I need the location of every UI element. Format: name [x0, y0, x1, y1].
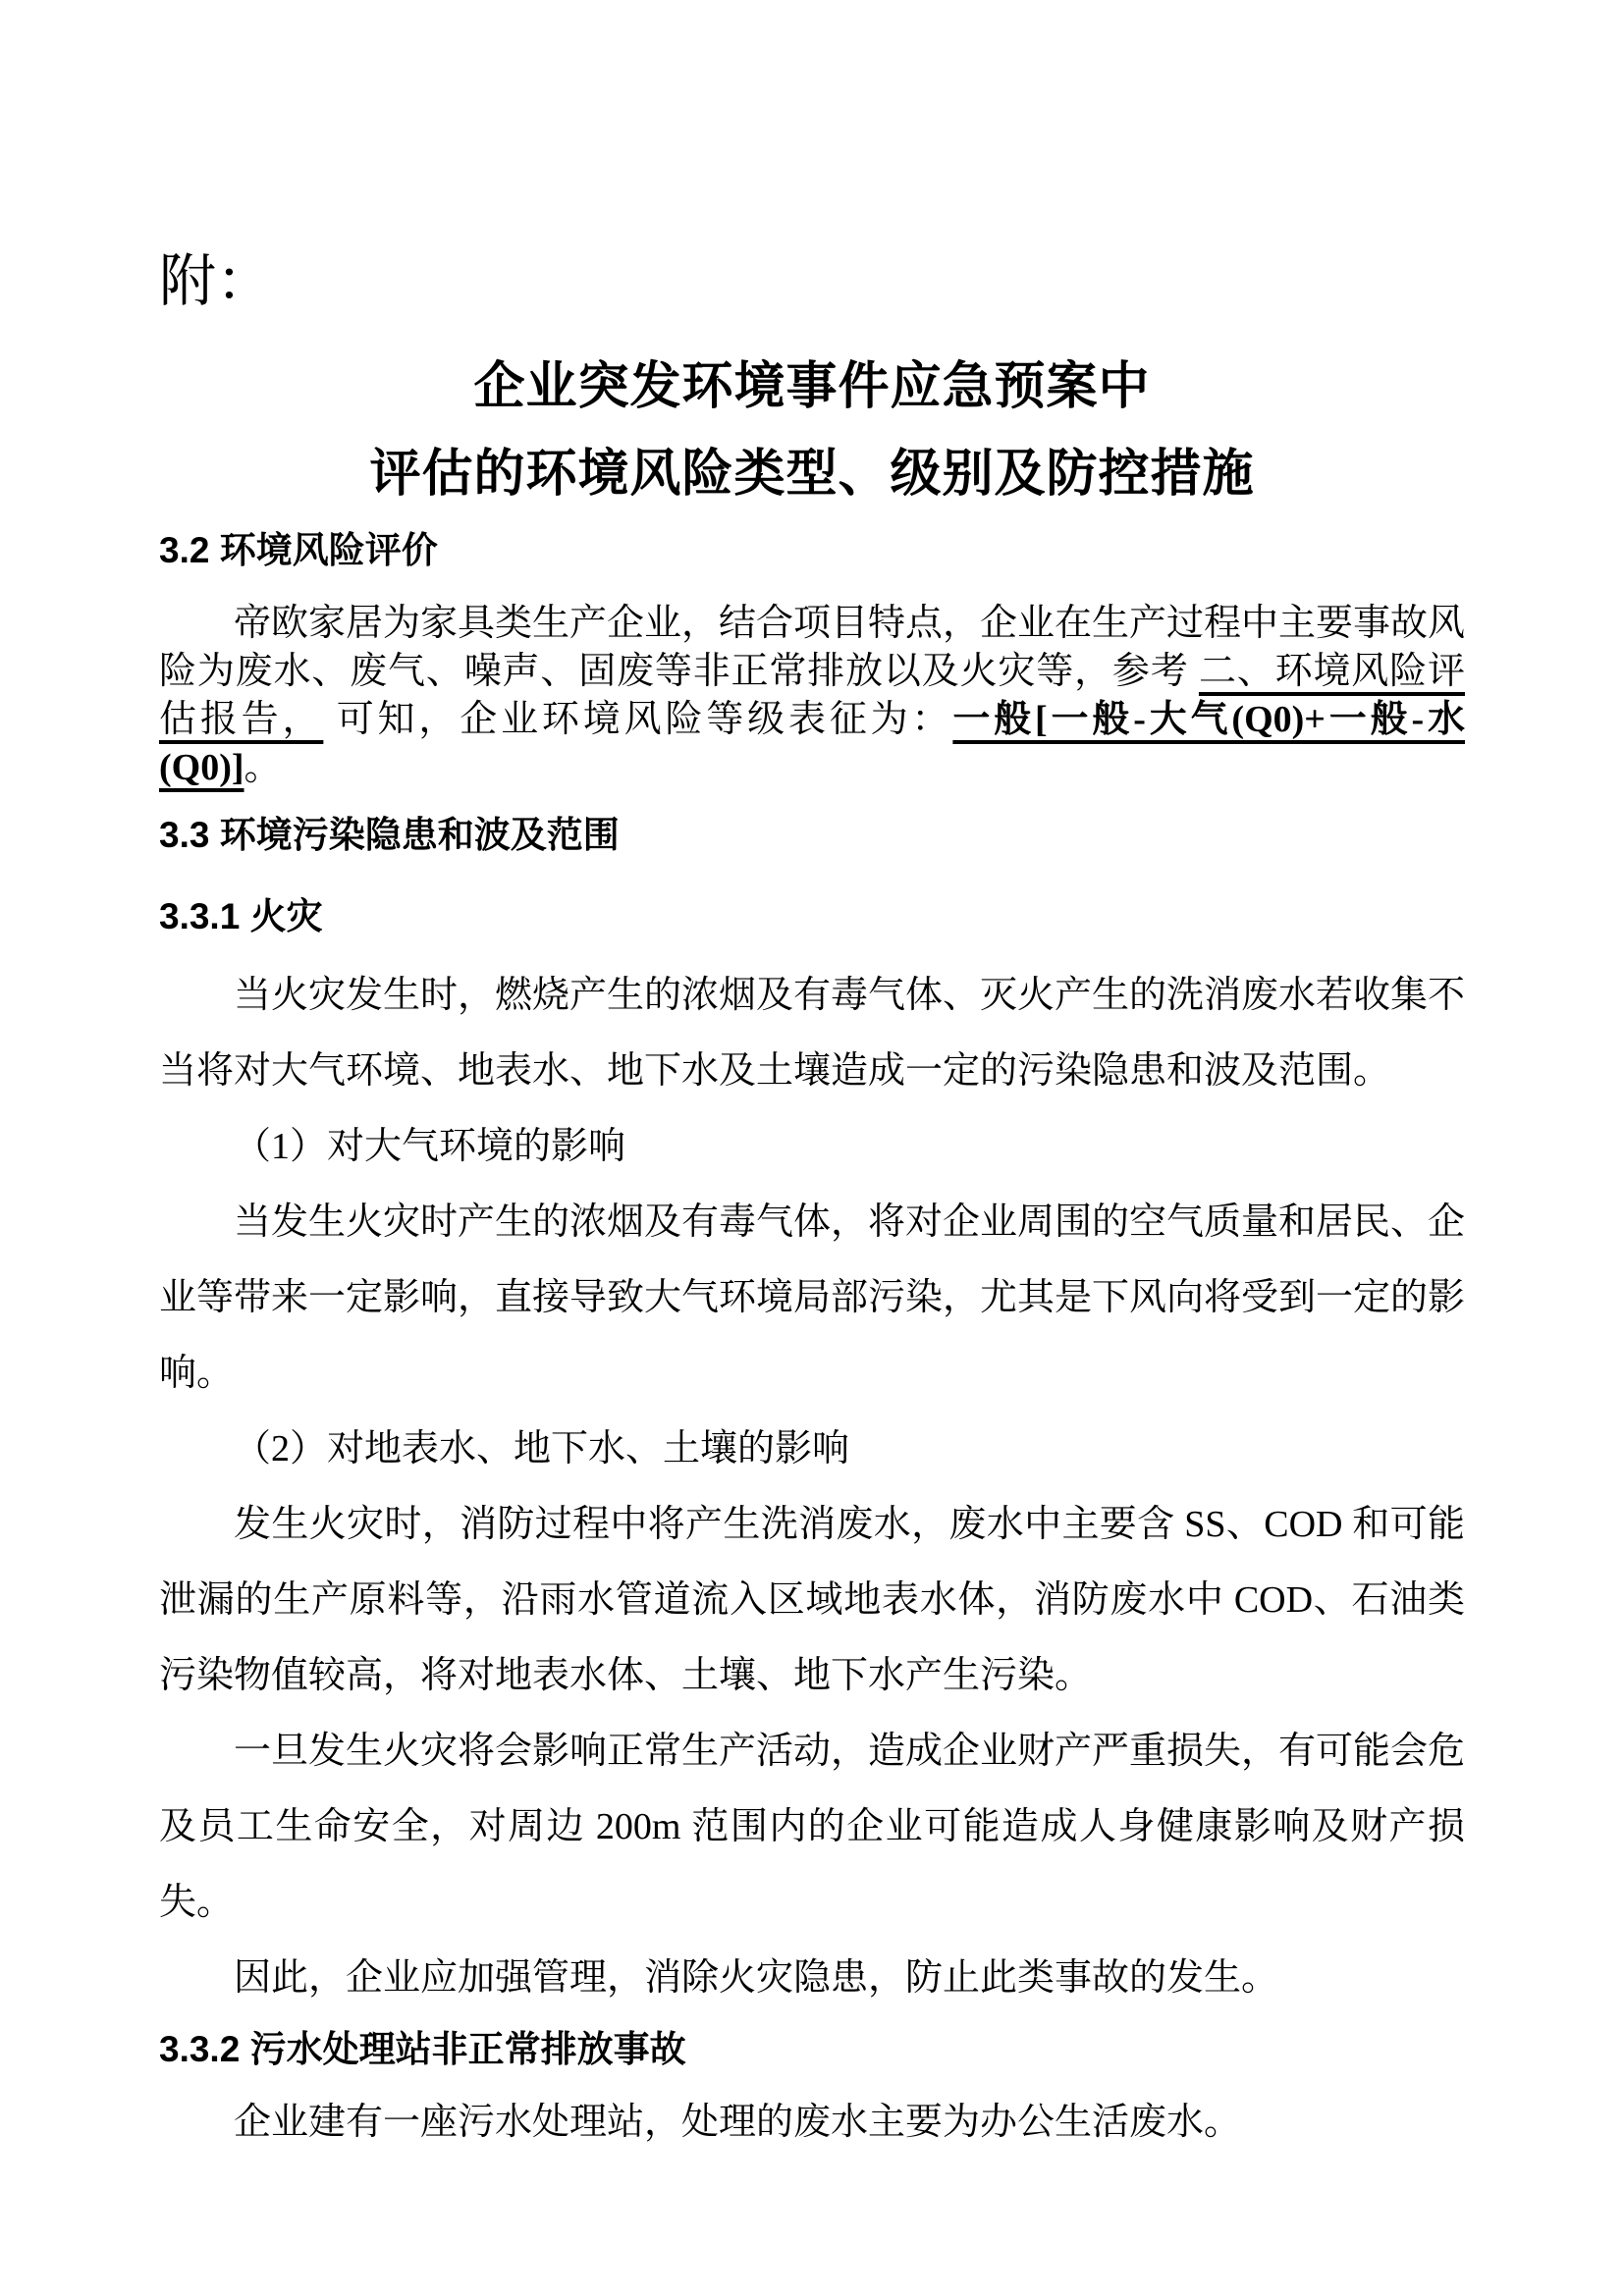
- paragraph-fire-consequence: 一旦发生火灾将会影响正常生产活动，造成企业财产严重损失，有可能会危及员工生命安全，对周边 200m 范围内的企业可能造成人身健康影响及财产损失。: [159, 1731, 1466, 1924]
- heading-3-3: 3.3 环境污染隐患和波及范围: [159, 815, 620, 856]
- paragraph-sewage-station: 企业建有一座污水处理站，处理的废水主要为办公生活废水。: [234, 2102, 1242, 2144]
- text-run: 帝欧家居为家具类生产企业，结合项目特点，企业在生产过程中主要事故风险为废水、废气、噪声、固废等非正常排放以及火灾等，参考: [159, 603, 1466, 693]
- heading-3-2: 3.2 环境风险评价: [159, 529, 438, 570]
- paragraph-fire-overview: 当火灾发生时，燃烧产生的浓烟及有毒气体、灭火产生的洗消废水若收集不当将对大气环境、地表水、地下水及土壤造成一定的污染隐患和波及范围。: [159, 975, 1466, 1093]
- attachment-label: 附：: [159, 249, 274, 313]
- section-3-3-1-body: [159, 958, 1465, 2016]
- heading-3-3-2: 3.3.2 污水处理站非正常排放事故: [159, 2029, 686, 2070]
- paragraph-item-1-heading: （1）对大气环境的影响: [234, 1126, 626, 1168]
- paragraph-item-2-heading: （2）对地表水、地下水、土壤的影响: [234, 1428, 850, 1470]
- section-3-3-2-body: [159, 2085, 1465, 2161]
- paragraph-3-2: [159, 600, 1465, 792]
- paragraph-water-impact: 发生火灾时，消防过程中将产生洗消废水，废水中主要含 SS、COD 和可能泄漏的生产原料等，沿雨水管道流入区域地表水体，消防废水中 COD、石油类污染物值较高，将对地表水体、土壤、地下水产生污染。: [159, 1504, 1465, 1697]
- document-title: [159, 344, 1465, 519]
- document-title-line-2: 评估的环境风险类型、级别及防控措施: [369, 447, 1255, 504]
- heading-3-3-1: 3.3.1 火灾: [159, 895, 323, 936]
- document-title-line-1: 企业突发环境事件应急预案中: [473, 359, 1151, 415]
- underlined-text-run: 二、环境风险评估报告，: [159, 651, 1465, 741]
- paragraph-air-impact: 当发生火灾时产生的浓烟及有毒气体，将对企业周围的空气质量和居民、企业等带来一定影响，直接导致大气环境局部污染，尤其是下风向将受到一定的影响。: [159, 1201, 1466, 1395]
- paragraph-fire-conclusion: 因此，企业应加强管理，消除火灾隐患，防止此类事故的发生。: [234, 1957, 1279, 2000]
- bold-underlined-text-run: 一般[一般-大气(Q0)+一般-水(Q0)]: [159, 699, 1465, 789]
- text-run: 。: [244, 747, 282, 789]
- text-run: 可知，企业环境风险等级表征为：: [323, 699, 953, 741]
